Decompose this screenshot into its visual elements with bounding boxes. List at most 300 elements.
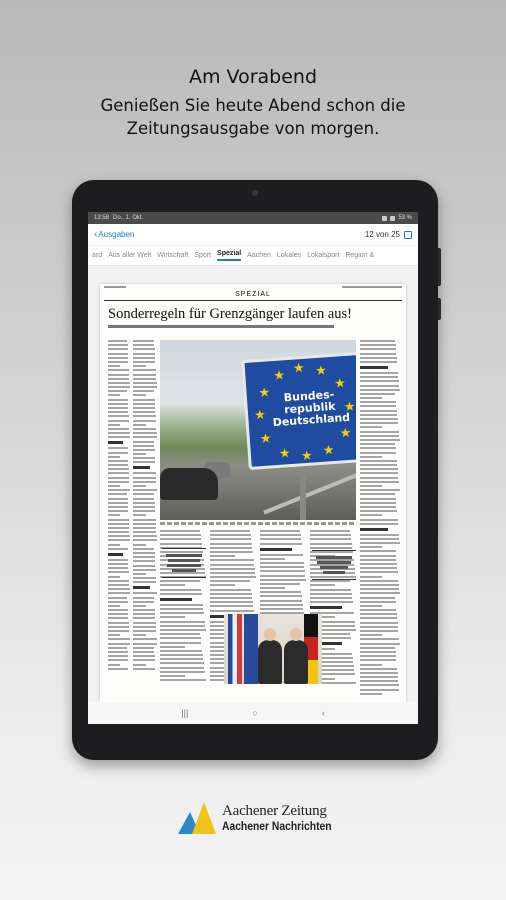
- text-line: [133, 374, 156, 376]
- text-line: [133, 477, 156, 479]
- tab-sport[interactable]: Sport: [194, 252, 212, 259]
- tab-aachen[interactable]: Aachen: [247, 252, 271, 259]
- text-line: [310, 584, 335, 586]
- text-line: [108, 344, 128, 346]
- text-line: [108, 348, 128, 350]
- chevron-left-icon: ‹: [94, 228, 98, 240]
- text-line: [108, 588, 130, 590]
- back-button[interactable]: [94, 230, 134, 240]
- text-line: [360, 659, 396, 661]
- text-line: [108, 361, 128, 363]
- flag-eu: [244, 614, 258, 684]
- text-line: [133, 445, 154, 447]
- recent-apps-icon[interactable]: |||: [181, 708, 189, 718]
- brand-block: [176, 800, 349, 836]
- text-line: [360, 414, 397, 416]
- text-line: [108, 617, 128, 619]
- pull-quote: [312, 550, 356, 580]
- text-line: [160, 580, 200, 582]
- text-line: [133, 569, 156, 571]
- text-line: [360, 534, 399, 536]
- text-line: [133, 502, 155, 504]
- text-line: [108, 411, 128, 413]
- text-line: [133, 407, 155, 409]
- text-line: [108, 601, 128, 603]
- text-line: [260, 530, 300, 532]
- text-line: [360, 348, 396, 350]
- text-line: [360, 460, 397, 462]
- text-line: [108, 668, 128, 670]
- text-line: [108, 519, 129, 521]
- text-line: [310, 543, 352, 545]
- text-line: [133, 647, 154, 649]
- text-line: [108, 539, 130, 541]
- text-line: [360, 452, 396, 454]
- text-line: [133, 552, 155, 554]
- text-line: [108, 592, 130, 594]
- text-line: [360, 617, 397, 619]
- text-line: [360, 489, 400, 491]
- text-line: [108, 651, 128, 653]
- text-line: [310, 589, 351, 591]
- text-line: [310, 597, 352, 599]
- text-line: [360, 592, 400, 594]
- text-line: [360, 422, 398, 424]
- text-line: [133, 586, 150, 589]
- text-line: [108, 584, 129, 586]
- text-line: [360, 597, 395, 599]
- section-title: SPEZIAL: [104, 291, 402, 301]
- text-line: [160, 604, 203, 606]
- text-line: [133, 565, 155, 567]
- text-line: [260, 538, 301, 540]
- home-icon[interactable]: ○: [252, 708, 258, 718]
- battery-level: 53 %: [398, 215, 412, 221]
- flag-france: [228, 614, 242, 684]
- text-line: [360, 405, 396, 407]
- page-count: 12 von 25: [364, 230, 400, 239]
- text-line: [260, 595, 302, 597]
- power-button: [438, 298, 441, 320]
- text-line: [133, 609, 155, 611]
- text-line: [108, 369, 129, 371]
- text-line: [133, 489, 157, 491]
- article-subheadline: [108, 325, 398, 328]
- text-line: [133, 560, 155, 562]
- text-line: [108, 472, 129, 474]
- page-header-meta: [100, 284, 406, 291]
- text-line: [160, 589, 201, 591]
- text-line: [133, 378, 156, 380]
- text-line: [108, 544, 120, 546]
- text-line: [133, 386, 157, 388]
- guardrail-shape: [263, 470, 356, 515]
- person-shape: [258, 640, 282, 684]
- text-line: [360, 664, 382, 666]
- back-nav-icon[interactable]: ‹: [321, 708, 325, 718]
- text-line: [108, 634, 120, 636]
- text-line: [133, 461, 155, 463]
- text-line: [108, 493, 127, 495]
- text-line: [108, 626, 129, 628]
- promo-title: Am Vorabend: [189, 66, 317, 88]
- text-line: [108, 353, 128, 355]
- text-line: [210, 538, 251, 540]
- text-line: [260, 558, 285, 560]
- text-line: [108, 609, 128, 611]
- text-line: [360, 389, 400, 391]
- text-line: [133, 523, 156, 525]
- text-line: [108, 420, 129, 422]
- text-line: [133, 457, 155, 459]
- text-line: [133, 651, 154, 653]
- text-line: [108, 456, 120, 458]
- text-line: [360, 638, 399, 640]
- text-line: [360, 622, 398, 624]
- text-line: [133, 535, 157, 537]
- text-line: [133, 340, 154, 342]
- text-line: [360, 580, 398, 582]
- text-line: [108, 514, 120, 516]
- text-line: [133, 617, 155, 619]
- text-line: [108, 580, 129, 582]
- text-line: [260, 604, 303, 606]
- text-line: [108, 630, 129, 632]
- text-line: [108, 403, 128, 405]
- text-line: [108, 659, 128, 661]
- text-line: [310, 530, 350, 532]
- tab-aus-aller-welt[interactable]: Aus aller Welt: [108, 252, 152, 259]
- text-line: [133, 403, 155, 405]
- text-line: [133, 498, 154, 500]
- sign-text: Bundes- republik Deutschland: [272, 387, 351, 430]
- tab-spezial[interactable]: Spezial: [217, 250, 241, 261]
- text-line: [360, 472, 398, 474]
- text-line: [360, 605, 382, 607]
- wifi-icon: [382, 216, 387, 221]
- text-line: [360, 340, 395, 342]
- back-label: Ausgaben: [98, 230, 135, 239]
- text-line: [260, 570, 305, 572]
- text-line: [108, 468, 129, 470]
- text-line: [360, 443, 395, 445]
- text-line: [310, 593, 352, 595]
- page-overview-icon[interactable]: [404, 231, 412, 239]
- text-line: [133, 441, 154, 443]
- text-line: [133, 659, 155, 661]
- text-line: [108, 502, 128, 504]
- text-line: [360, 481, 399, 483]
- tab-wirtschaft[interactable]: Wirtschaft: [157, 252, 189, 259]
- text-line: [160, 608, 203, 610]
- status-time: 13:58: [94, 215, 110, 221]
- person-shape: [284, 640, 308, 684]
- article-photo-politicians[interactable]: [224, 614, 322, 684]
- text-line: [210, 572, 255, 574]
- text-line: [133, 655, 155, 657]
- text-line: [133, 415, 156, 417]
- text-line: [133, 344, 154, 346]
- text-line: [108, 428, 129, 430]
- text-line: [108, 447, 128, 449]
- text-line: [260, 575, 305, 577]
- text-line: [108, 559, 128, 561]
- text-line: [160, 616, 185, 618]
- newspaper-viewer[interactable]: [88, 266, 418, 702]
- text-line: [360, 506, 396, 508]
- text-line: [360, 613, 397, 615]
- text-line: [108, 460, 128, 462]
- text-line: [133, 449, 155, 451]
- text-line: [108, 386, 130, 388]
- text-line: [133, 369, 156, 371]
- text-line: [160, 646, 185, 648]
- text-line: [210, 576, 256, 578]
- text-line: [133, 531, 156, 533]
- text-line: [360, 361, 397, 363]
- text-line: [260, 608, 303, 610]
- text-line: [108, 374, 129, 376]
- tab-lokalsport[interactable]: Lokalsport: [307, 252, 340, 259]
- text-line: [310, 606, 342, 609]
- text-line: [108, 489, 130, 491]
- text-line: [360, 588, 399, 590]
- text-line: [360, 418, 398, 420]
- text-line: [160, 534, 201, 536]
- text-line: [133, 643, 157, 645]
- text-line: [108, 523, 129, 525]
- text-line: [160, 633, 200, 635]
- text-line: [160, 612, 204, 614]
- text-line: [108, 394, 120, 396]
- text-line: [108, 399, 128, 401]
- text-line: [133, 548, 154, 550]
- text-line: [310, 547, 352, 549]
- text-line: [210, 555, 235, 557]
- text-line: [360, 651, 396, 653]
- text-line: [133, 394, 146, 396]
- text-line: [260, 579, 306, 581]
- text-line: [210, 601, 253, 603]
- text-line: [360, 493, 395, 495]
- text-line: [160, 679, 206, 681]
- volume-button: [438, 248, 441, 286]
- text-line: [360, 559, 396, 561]
- text-column-right: [360, 340, 400, 697]
- text-line: [133, 664, 146, 666]
- text-line: [360, 693, 382, 695]
- text-line: [360, 630, 398, 632]
- text-line: [108, 464, 128, 466]
- text-line: [260, 562, 304, 564]
- text-line: [133, 527, 156, 529]
- article-headline[interactable]: Sonderregeln für Grenzgänger laufen aus!: [108, 306, 352, 322]
- text-line: [160, 625, 205, 627]
- text-line: [108, 365, 120, 367]
- text-line: [360, 555, 396, 557]
- text-line: [210, 584, 235, 586]
- text-line: [360, 380, 399, 382]
- text-line: [360, 372, 398, 374]
- text-line: [133, 436, 157, 438]
- text-line: [360, 431, 399, 433]
- text-line: [133, 481, 156, 483]
- text-line: [133, 399, 155, 401]
- text-line: [108, 424, 120, 426]
- text-line: [133, 577, 156, 579]
- tab-lokales[interactable]: Lokales: [276, 252, 302, 259]
- tab-section[interactable]: ard: [92, 252, 103, 259]
- text-line: [160, 654, 203, 656]
- text-line: [360, 672, 398, 674]
- text-line: [160, 667, 204, 669]
- text-line: [160, 671, 205, 673]
- text-line: [160, 538, 201, 540]
- text-line: [133, 382, 157, 384]
- text-line: [108, 498, 128, 500]
- text-line: [133, 348, 155, 350]
- text-line: [160, 621, 205, 623]
- text-line: [160, 543, 202, 545]
- text-line: [133, 514, 146, 516]
- text-line: [160, 598, 192, 601]
- text-line: [133, 361, 155, 363]
- text-line: [108, 605, 120, 607]
- text-line: [210, 564, 254, 566]
- text-line: [108, 378, 129, 380]
- text-line: [360, 523, 398, 525]
- text-line: [160, 629, 206, 631]
- text-line: [133, 506, 155, 508]
- text-line: [160, 675, 185, 677]
- text-line: [133, 556, 155, 558]
- text-line: [133, 626, 156, 628]
- text-line: [108, 390, 127, 392]
- text-line: [210, 568, 255, 570]
- text-line: [260, 566, 304, 568]
- text-line: [360, 485, 382, 487]
- text-line: [133, 605, 146, 607]
- text-line: [160, 650, 202, 652]
- text-line: [360, 684, 399, 686]
- border-sign: ★ ★ ★ ★ ★ ★ ★ ★ ★ ★ ★ ★ Bundes- republik Deutschland: [241, 352, 356, 470]
- text-line: [260, 591, 301, 593]
- text-line: [133, 630, 156, 632]
- text-line: [133, 485, 146, 487]
- text-line: [133, 597, 154, 599]
- text-line: [360, 571, 398, 573]
- newspaper-page[interactable]: [100, 284, 406, 702]
- text-line: [360, 401, 396, 403]
- text-line: [108, 432, 130, 434]
- text-line: [210, 559, 254, 561]
- article-photo[interactable]: [160, 340, 356, 520]
- text-line: [133, 453, 146, 455]
- text-line: [108, 506, 128, 508]
- text-line: [360, 634, 382, 636]
- text-line: [360, 542, 400, 544]
- text-line: [108, 527, 129, 529]
- text-line: [360, 366, 388, 369]
- text-line: [108, 571, 129, 573]
- text-line: [360, 626, 398, 628]
- text-column-left2: [133, 340, 157, 672]
- promo-subtitle: Genießen Sie heute Abend schon die Zeitungsausgabe von morgen.: [100, 96, 406, 138]
- text-line: [108, 415, 129, 417]
- text-line: [360, 344, 396, 346]
- car-shape: [160, 468, 218, 500]
- text-line: [360, 468, 398, 470]
- text-line: [133, 353, 155, 355]
- tab-region[interactable]: Region &: [345, 252, 375, 259]
- text-line: [360, 647, 395, 649]
- text-line: [160, 637, 201, 639]
- text-line: [108, 510, 128, 512]
- text-line: [210, 593, 252, 595]
- text-line: [210, 543, 252, 545]
- text-line: [108, 655, 128, 657]
- text-line: [360, 397, 382, 399]
- text-line: [210, 530, 250, 532]
- text-line: [108, 548, 128, 550]
- text-line: [133, 432, 157, 434]
- text-line: [108, 638, 130, 640]
- text-line: [133, 411, 155, 413]
- text-line: [360, 528, 388, 531]
- text-line: [310, 534, 351, 536]
- text-line: [108, 664, 120, 666]
- text-line: [108, 622, 129, 624]
- text-line: [133, 634, 146, 636]
- text-line: [210, 610, 254, 612]
- text-line: [260, 600, 302, 602]
- text-line: [133, 573, 146, 575]
- page-indicator: [365, 230, 412, 239]
- brand-name-primary: Aachener Zeitung: [222, 802, 327, 819]
- text-line: [360, 576, 382, 578]
- text-line: [360, 464, 397, 466]
- text-line: [210, 589, 251, 591]
- text-line: [360, 584, 399, 586]
- text-line: [210, 580, 250, 582]
- pull-quote: [162, 548, 206, 578]
- text-column-left: [108, 340, 130, 672]
- text-line: [160, 662, 204, 664]
- text-line: [360, 643, 400, 645]
- text-line: [360, 538, 399, 540]
- text-line: [108, 481, 129, 483]
- text-line: [108, 340, 127, 342]
- text-line: [360, 426, 382, 428]
- text-line: [133, 581, 156, 583]
- text-line: [360, 563, 397, 565]
- text-line: [360, 601, 396, 603]
- text-line: [108, 357, 128, 359]
- status-date: Do., 1. Okt.: [113, 215, 144, 221]
- text-line: [133, 510, 155, 512]
- text-line: [108, 553, 123, 556]
- text-line: [133, 390, 154, 392]
- text-line: [108, 613, 128, 615]
- text-line: [360, 393, 395, 395]
- text-line: [260, 543, 302, 545]
- text-line: [210, 605, 253, 607]
- text-line: [108, 563, 128, 565]
- text-line: [160, 642, 201, 644]
- text-line: [108, 485, 120, 487]
- text-line: [133, 601, 154, 603]
- text-line: [360, 439, 400, 441]
